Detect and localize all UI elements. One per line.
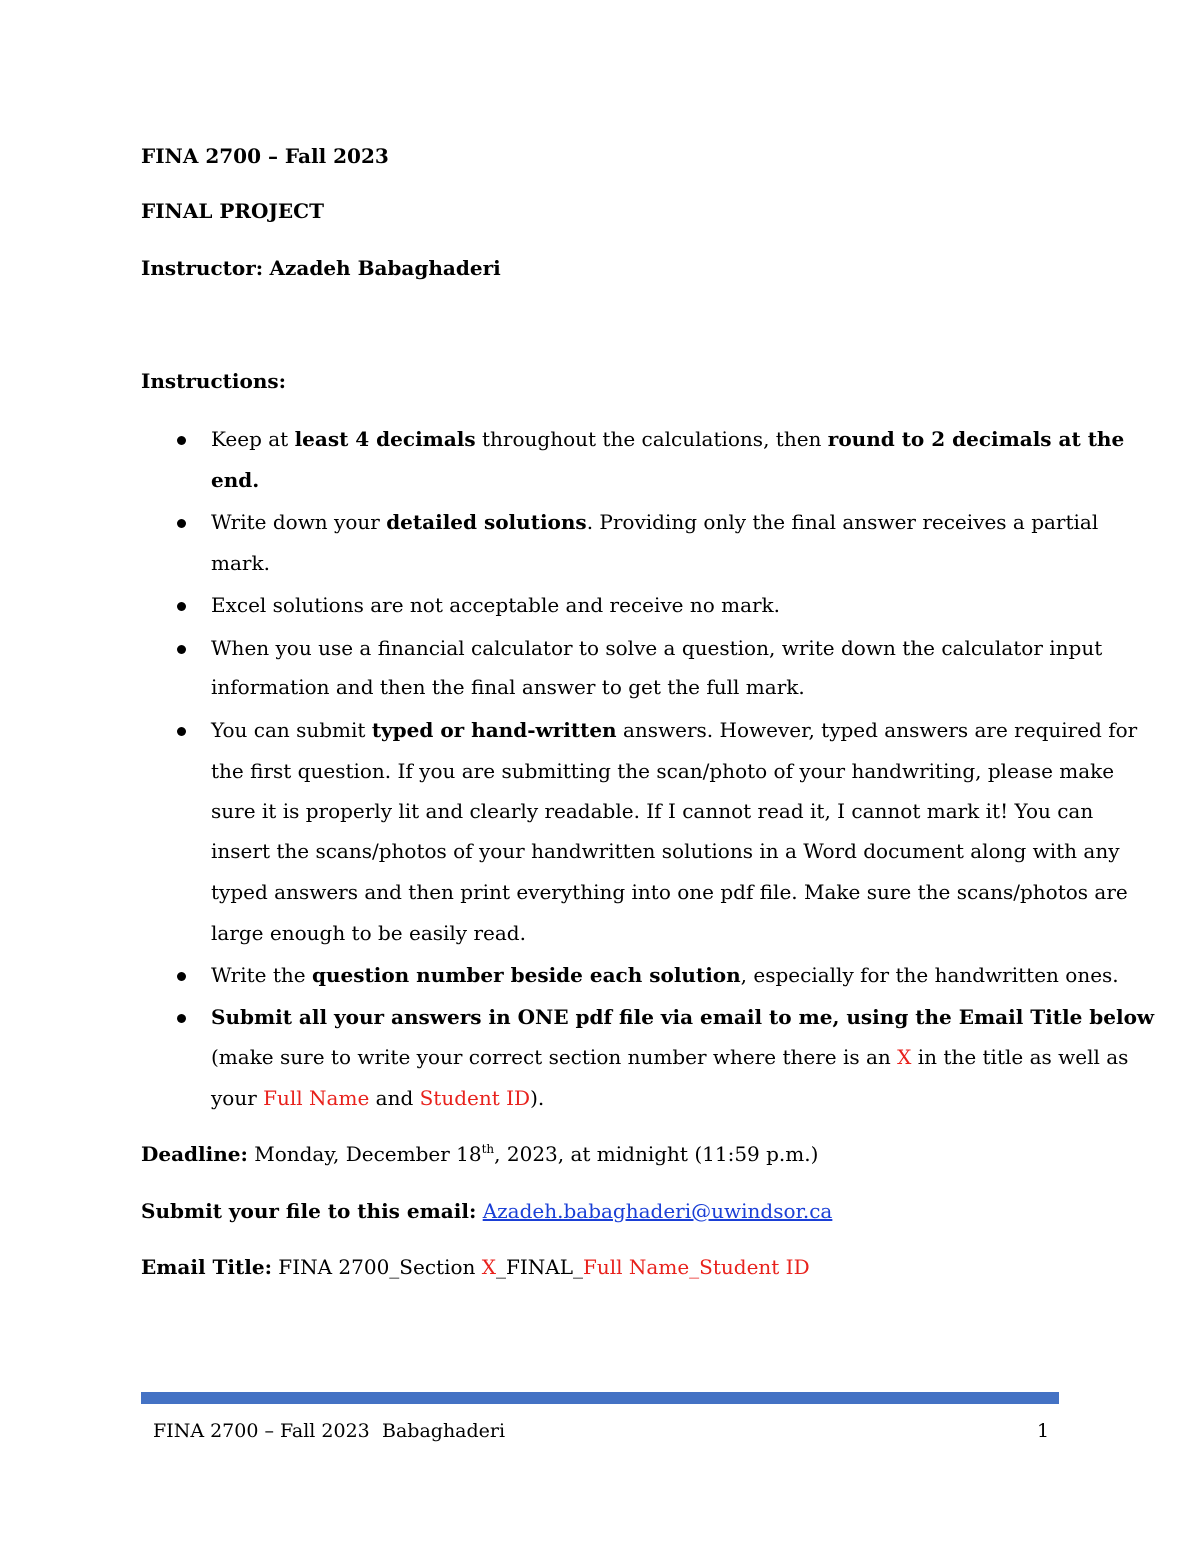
list-item-line: insert the scans/photos of your handwritten solutions in a Word document along with any [211, 839, 1120, 863]
footer-course: FINA 2700 – Fall 2023 [153, 1420, 370, 1442]
bullet-icon [177, 972, 186, 981]
list-item-line: Keep at least 4 decimals throughout the calculations, then round to 2 decimals at the [211, 427, 1125, 451]
submit-label: Submit your file to this email: [141, 1199, 477, 1223]
section-x-marker: X [897, 1045, 912, 1069]
bullet-icon [177, 727, 186, 736]
bullet-icon [177, 602, 186, 611]
list-item-line: You can submit typed or hand-written answers. However, typed answers are required for [211, 718, 1138, 742]
email-title-label: Email Title: [141, 1255, 272, 1279]
submit-line [141, 1198, 832, 1224]
list-item-line: sure it is properly lit and clearly readable. If I cannot read it, I cannot mark it! You can [211, 799, 1094, 823]
email-title-line: Email Title: FINA 2700_Section X_FINAL_Full Name_Student ID [141, 1255, 810, 1279]
instructions-heading: Instructions: [141, 369, 287, 393]
list-item-line: (make sure to write your correct section number where there is an X in the title as well as [211, 1045, 1129, 1069]
list-item-line: Excel solutions are not acceptable and receive no mark. [211, 593, 781, 617]
list-item-line: Submit all your answers in ONE pdf file via email to me, using the Email Title below [211, 1005, 1155, 1029]
list-item-line: Write the question number beside each solution, especially for the handwritten ones. [211, 963, 1119, 987]
list-item-line: When you use a financial calculator to solve a question, write down the calculator input [211, 636, 1103, 660]
page-number: 1 [1037, 1420, 1050, 1442]
list-item-line: mark. [211, 551, 270, 575]
project-title: FINAL PROJECT [141, 199, 324, 223]
course-title: FINA 2700 – Fall 2023 [141, 144, 389, 168]
bullet-icon [177, 645, 186, 654]
footer-author: Babaghaderi [382, 1420, 506, 1442]
list-item-line: your Full Name and Student ID). [211, 1086, 545, 1110]
bullet-icon [177, 436, 186, 445]
list-item-line: end. [211, 468, 260, 492]
footer-rule [141, 1392, 1059, 1404]
instructor-name: Azadeh Babaghaderi [269, 256, 501, 280]
bullet-icon [177, 519, 186, 528]
deadline-line: Deadline: Monday, December 18th, 2023, at midnight (11:59 p.m.) [141, 1142, 819, 1166]
list-item-line: the first question. If you are submitting the scan/photo of your handwriting, please make [211, 759, 1115, 783]
bullet-icon [177, 1014, 186, 1023]
list-item-line: large enough to be easily read. [211, 921, 526, 945]
list-item-line: typed answers and then print everything into one pdf file. Make sure the scans/photos are [211, 880, 1128, 904]
list-item-line: information and then the final answer to get the full mark. [211, 675, 805, 699]
list-item-line: Write down your detailed solutions. Providing only the final answer receives a partial [211, 510, 1099, 534]
instructor-label: Instructor: [141, 256, 264, 280]
deadline-label: Deadline: [141, 1142, 248, 1166]
instructor-line [141, 255, 501, 281]
email-link[interactable]: Azadeh.babaghaderi@uwindsor.ca [482, 1199, 833, 1223]
